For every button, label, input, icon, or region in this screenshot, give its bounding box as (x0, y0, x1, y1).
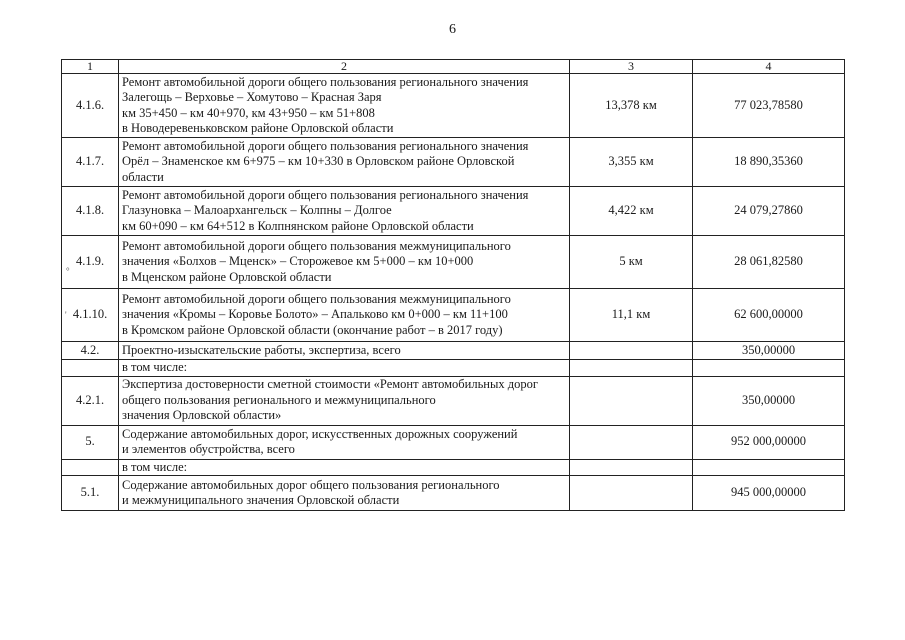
description-line: Ремонт автомобильной дороги общего пользования межмуниципального (122, 238, 511, 253)
table-row (62, 425, 845, 459)
item-number: 4.1.6. (62, 74, 119, 138)
table-header-row (62, 60, 845, 74)
description-line: км 35+450 – км 40+970, км 43+950 – км 51+808 (122, 105, 375, 120)
item-description (119, 74, 570, 138)
table-row (62, 459, 845, 476)
description-line: значения Орловской области» (122, 408, 282, 423)
column-header: 1 (62, 60, 119, 74)
table-row (62, 376, 845, 425)
item-length (570, 342, 693, 360)
column-header: 2 (119, 60, 570, 74)
item-description (119, 187, 570, 236)
item-amount: 28 061,82580 (693, 236, 845, 289)
item-amount (693, 360, 845, 377)
description-line: Орёл – Знаменское км 6+975 – км 10+330 в Орловском районе Орловской (122, 154, 515, 169)
table-row (62, 138, 845, 187)
table-row (62, 187, 845, 236)
item-length: 11,1 км (570, 289, 693, 342)
item-description (119, 459, 570, 476)
description-line: в Мценском районе Орловской области (122, 269, 332, 284)
item-description (119, 360, 570, 377)
item-amount: 952 000,00000 (693, 425, 845, 459)
description-line: Залегощь – Верховье – Хомутово – Красная Заря (122, 90, 382, 104)
column-header: 3 (570, 60, 693, 74)
item-description (119, 425, 570, 459)
description-line: Содержание автомобильных дорог общего пользования регионального (122, 477, 500, 492)
item-number: 5.1. (62, 476, 119, 511)
item-amount (693, 459, 845, 476)
item-number: 4.1.7. (62, 138, 119, 187)
description-line: и межмуниципального значения Орловской области (122, 493, 400, 507)
item-length (570, 425, 693, 459)
item-number: 4.2. (62, 342, 119, 360)
item-amount: 18 890,35360 (693, 138, 845, 187)
item-length (570, 360, 693, 377)
description-line: Ремонт автомобильной дороги общего пользования межмуниципального (122, 291, 511, 306)
description-line: Ремонт автомобильной дороги общего пользования регионального значения (122, 187, 529, 202)
item-description (119, 476, 570, 511)
item-amount: 945 000,00000 (693, 476, 845, 511)
scan-speck: ° (66, 266, 70, 276)
page-number: 6 (449, 22, 456, 37)
item-amount: 24 079,27860 (693, 187, 845, 236)
description-line: в том числе: (122, 360, 188, 374)
item-number (62, 459, 119, 476)
item-number: 4.1.8. (62, 187, 119, 236)
item-number: 4.2.1. (62, 376, 119, 425)
item-amount: 62 600,00000 (693, 289, 845, 342)
description-line: области (122, 169, 164, 184)
item-length (570, 459, 693, 476)
description-line: Глазуновка – Малоархангельск – Колпны – Долгое (122, 203, 392, 218)
table-row (62, 289, 845, 342)
description-line: значения «Кромы – Коровье Болото» – Апальково км 0+000 – км 11+100 (122, 307, 508, 322)
table-row (62, 476, 845, 511)
item-length (570, 376, 693, 425)
description-line: в Новодеревеньковском районе Орловской области (122, 121, 394, 135)
item-number: 5. (62, 425, 119, 459)
description-line: Содержание автомобильных дорог, искусственных дорожных сооружений (122, 426, 518, 441)
item-description (119, 289, 570, 342)
item-number: 4.1.10. (62, 289, 119, 342)
column-header: 4 (693, 60, 845, 74)
item-description (119, 376, 570, 425)
item-length (570, 476, 693, 511)
item-description (119, 342, 570, 360)
description-line: в Кромском районе Орловской области (окончание работ – в 2017 году) (122, 322, 503, 337)
item-number: 4.1.9. (62, 236, 119, 289)
description-line: общего пользования регионального и межмуниципального (122, 392, 436, 407)
item-length: 5 км (570, 236, 693, 289)
item-description (119, 236, 570, 289)
description-line: Ремонт автомобильной дороги общего пользования регионального значения (122, 74, 529, 89)
description-line: Экспертиза достоверности сметной стоимости «Ремонт автомобильных дорог (122, 377, 538, 392)
description-line: Ремонт автомобильной дороги общего пользования регионального значения (122, 138, 529, 153)
scan-speck: ' (65, 310, 67, 320)
table-row (62, 236, 845, 289)
description-line: и элементов обустройства, всего (122, 442, 295, 456)
item-description (119, 138, 570, 187)
table-row (62, 74, 845, 138)
item-length: 4,422 км (570, 187, 693, 236)
item-amount: 350,00000 (693, 342, 845, 360)
table-row (62, 342, 845, 360)
item-length: 3,355 км (570, 138, 693, 187)
description-line: значения «Болхов – Мценск» – Сторожевое км 5+000 – км 10+000 (122, 254, 474, 269)
item-amount: 77 023,78580 (693, 74, 845, 138)
description-line: км 60+090 – км 64+512 в Колпнянском районе Орловской области (122, 218, 474, 233)
item-number (62, 360, 119, 377)
description-line: Проектно-изыскательские работы, экспертиза, всего (122, 342, 401, 357)
table-row (62, 360, 845, 377)
item-length: 13,378 км (570, 74, 693, 138)
item-amount: 350,00000 (693, 376, 845, 425)
budget-table (61, 59, 845, 511)
description-line: в том числе: (122, 459, 188, 474)
